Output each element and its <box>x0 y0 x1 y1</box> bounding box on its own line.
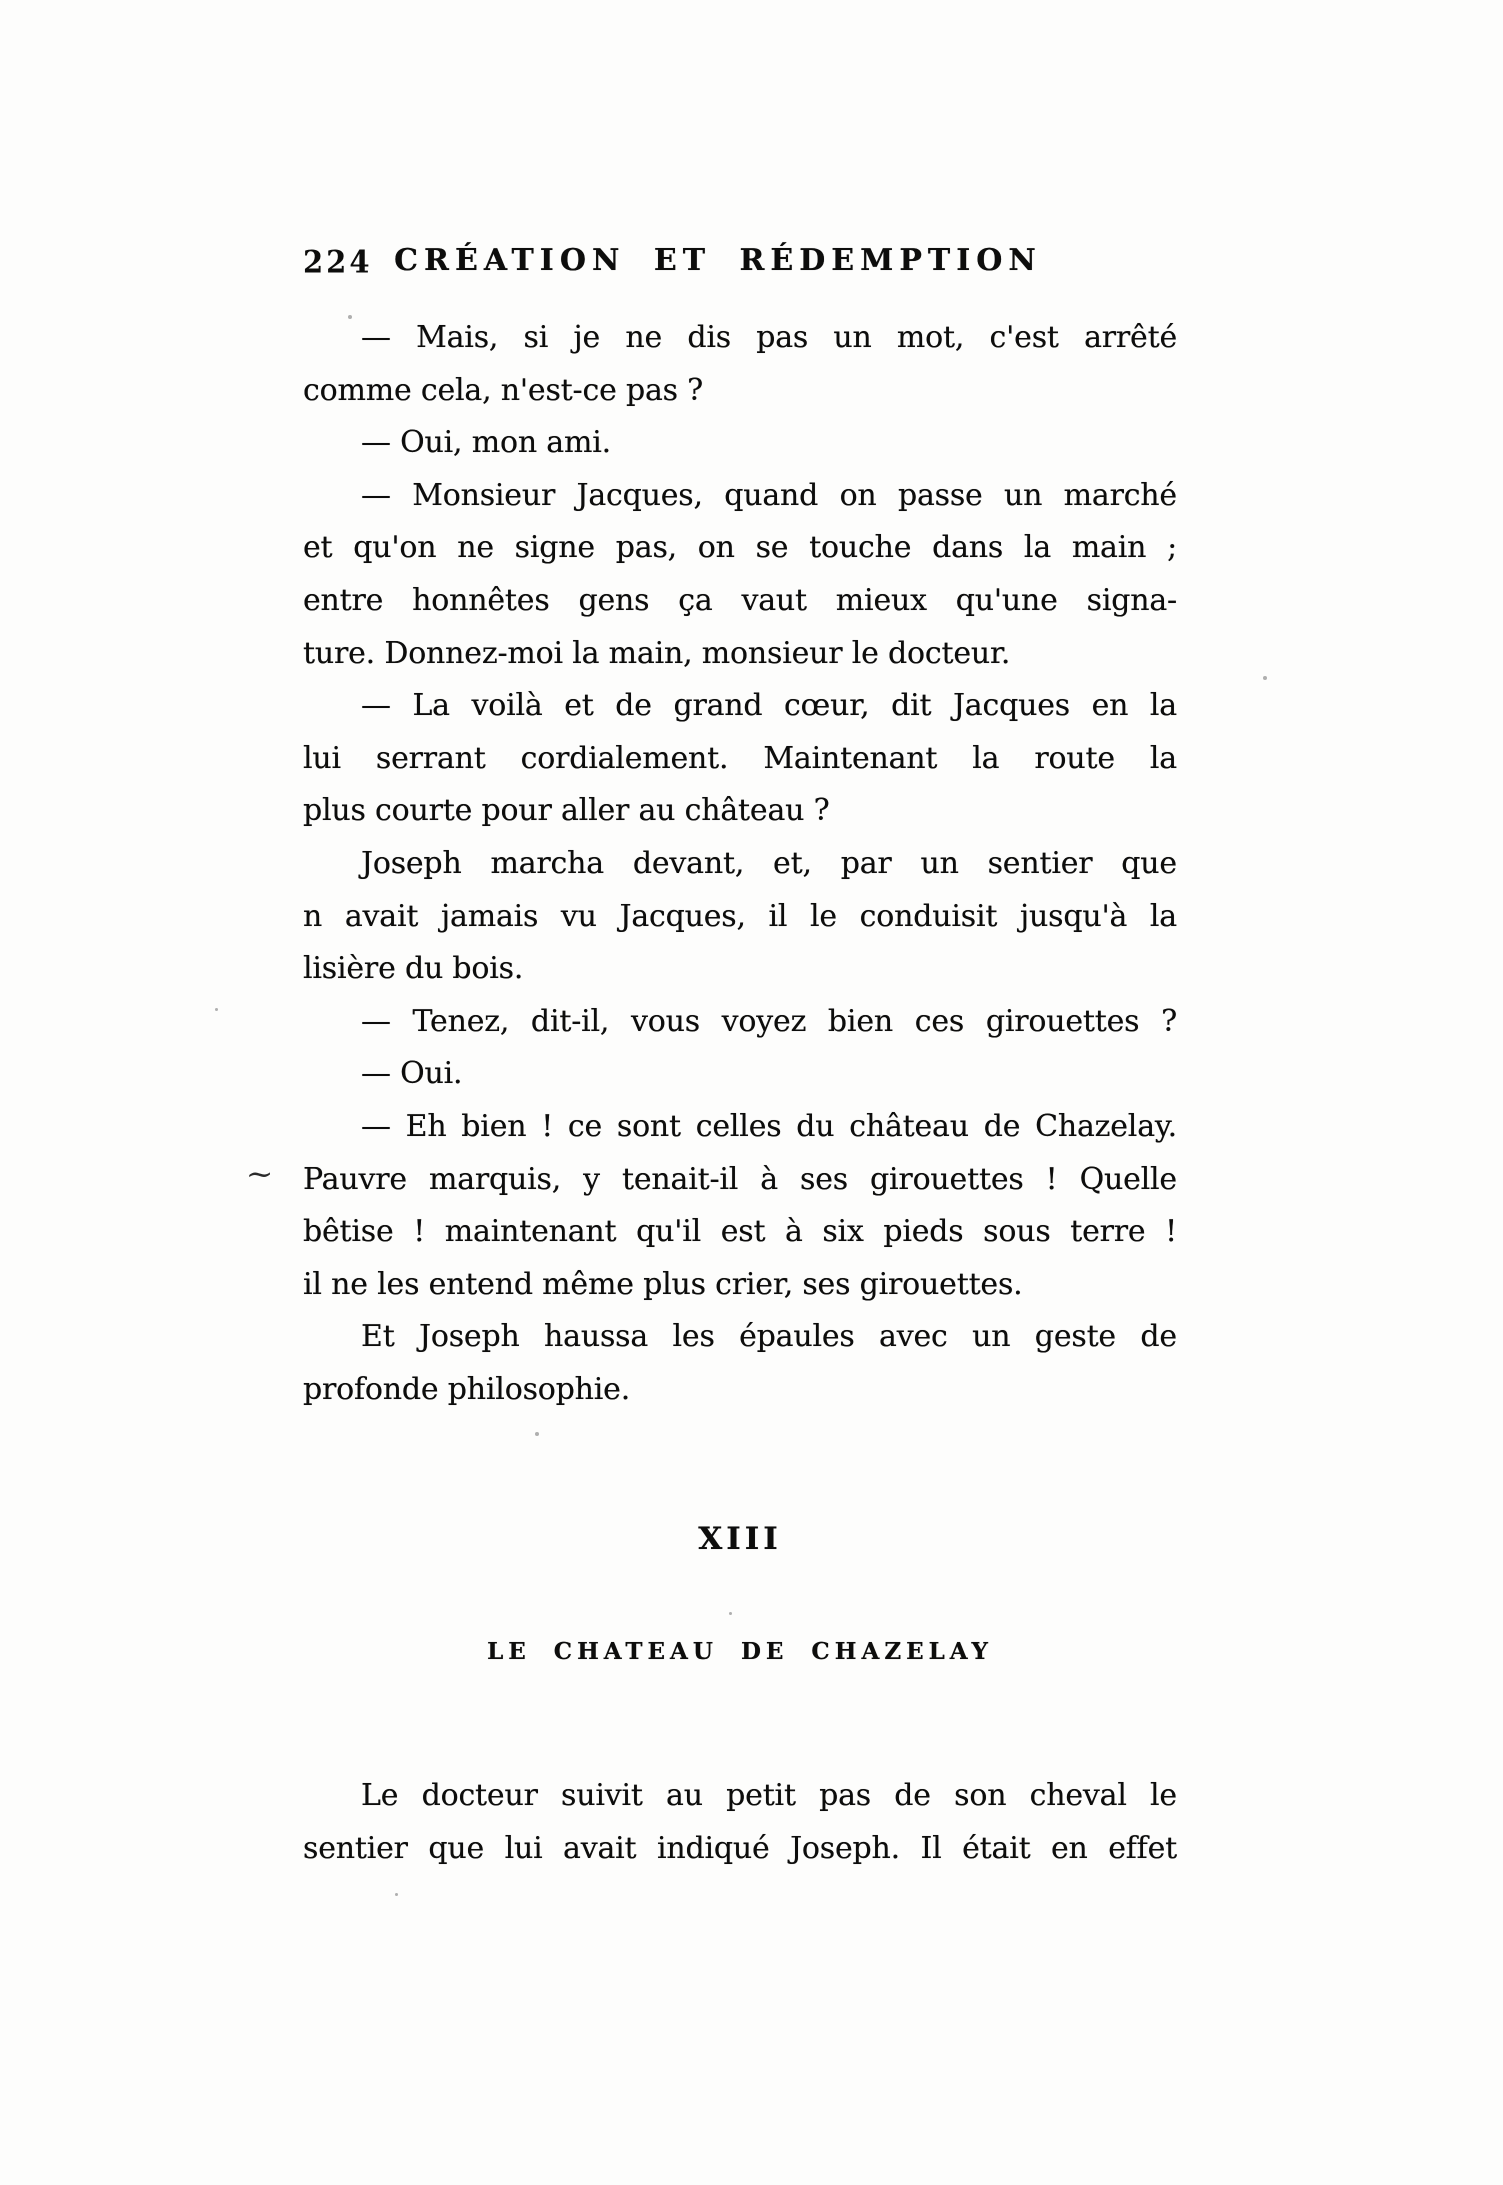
text-line: — Oui. <box>361 1056 463 1092</box>
running-header <box>303 243 1177 283</box>
text-line: — Mais, si je ne dis pas un mot, c'est arrêté <box>361 320 1177 355</box>
text-line: lui serrant cordialement. Maintenant la route la <box>303 740 1177 776</box>
text-line: et qu'on ne signe pas, on se touche dans la main ; <box>303 530 1177 566</box>
text-line: comme cela, n'est-ce pas ? <box>303 372 704 408</box>
scan-speck <box>395 1893 398 1896</box>
text-line: — Eh bien ! ce sont celles du château de Chazelay. <box>361 1108 1177 1144</box>
text-line: entre honnêtes gens ça vaut mieux qu'une signa- <box>303 582 1177 618</box>
scan-speck <box>535 1432 539 1436</box>
running-title: CRÉATION ET RÉDEMPTION <box>394 243 1042 278</box>
text-line: Et Joseph haussa les épaules avec un geste de <box>361 1319 1177 1355</box>
scan-speck <box>1263 676 1267 680</box>
text-line: Joseph marcha devant, et, par un sentier que <box>361 845 1177 881</box>
text-line: Pauvre marquis, y tenait-il à ses girouettes ! Quelle <box>303 1161 1177 1197</box>
page-number: 224 <box>303 244 373 280</box>
text-line: ture. Donnez-moi la main, monsieur le docteur. <box>303 635 1011 671</box>
text-line: Le docteur suivit au petit pas de son cheval le <box>361 1778 1177 1813</box>
text-line: — La voilà et de grand cœur, dit Jacques en la <box>361 688 1177 724</box>
text-line: — Tenez, dit-il, vous voyez bien ces girouettes ? <box>361 1003 1177 1039</box>
text-line: profonde philosophie. <box>303 1371 631 1407</box>
scan-speck <box>215 1008 218 1011</box>
text-line: sentier que lui avait indiqué Joseph. Il était en effet <box>303 1830 1177 1866</box>
scan-speck <box>348 315 352 319</box>
text-line: plus courte pour aller au château ? <box>303 793 830 829</box>
chapter-numeral: XIII <box>698 1521 782 1557</box>
chapter-opening-text <box>303 1770 1177 1875</box>
text-line: n avait jamais vu Jacques, il le conduisit jusqu'à la <box>303 898 1177 934</box>
text-line: — Monsieur Jacques, quand on passe un marché <box>361 477 1177 513</box>
text-line: — Oui, mon ami. <box>361 425 611 461</box>
text-line: bêtise ! maintenant qu'il est à six pieds sous terre ! <box>303 1214 1177 1250</box>
body-text <box>303 312 1177 1416</box>
chapter-title: LE CHATEAU DE CHAZELAY <box>487 1638 993 1665</box>
scan-speck <box>729 1612 732 1615</box>
text-line: lisière du bois. <box>303 951 524 987</box>
margin-mark: ~ <box>245 1157 274 1192</box>
text-line: il ne les entend même plus crier, ses girouettes. <box>303 1266 1023 1302</box>
